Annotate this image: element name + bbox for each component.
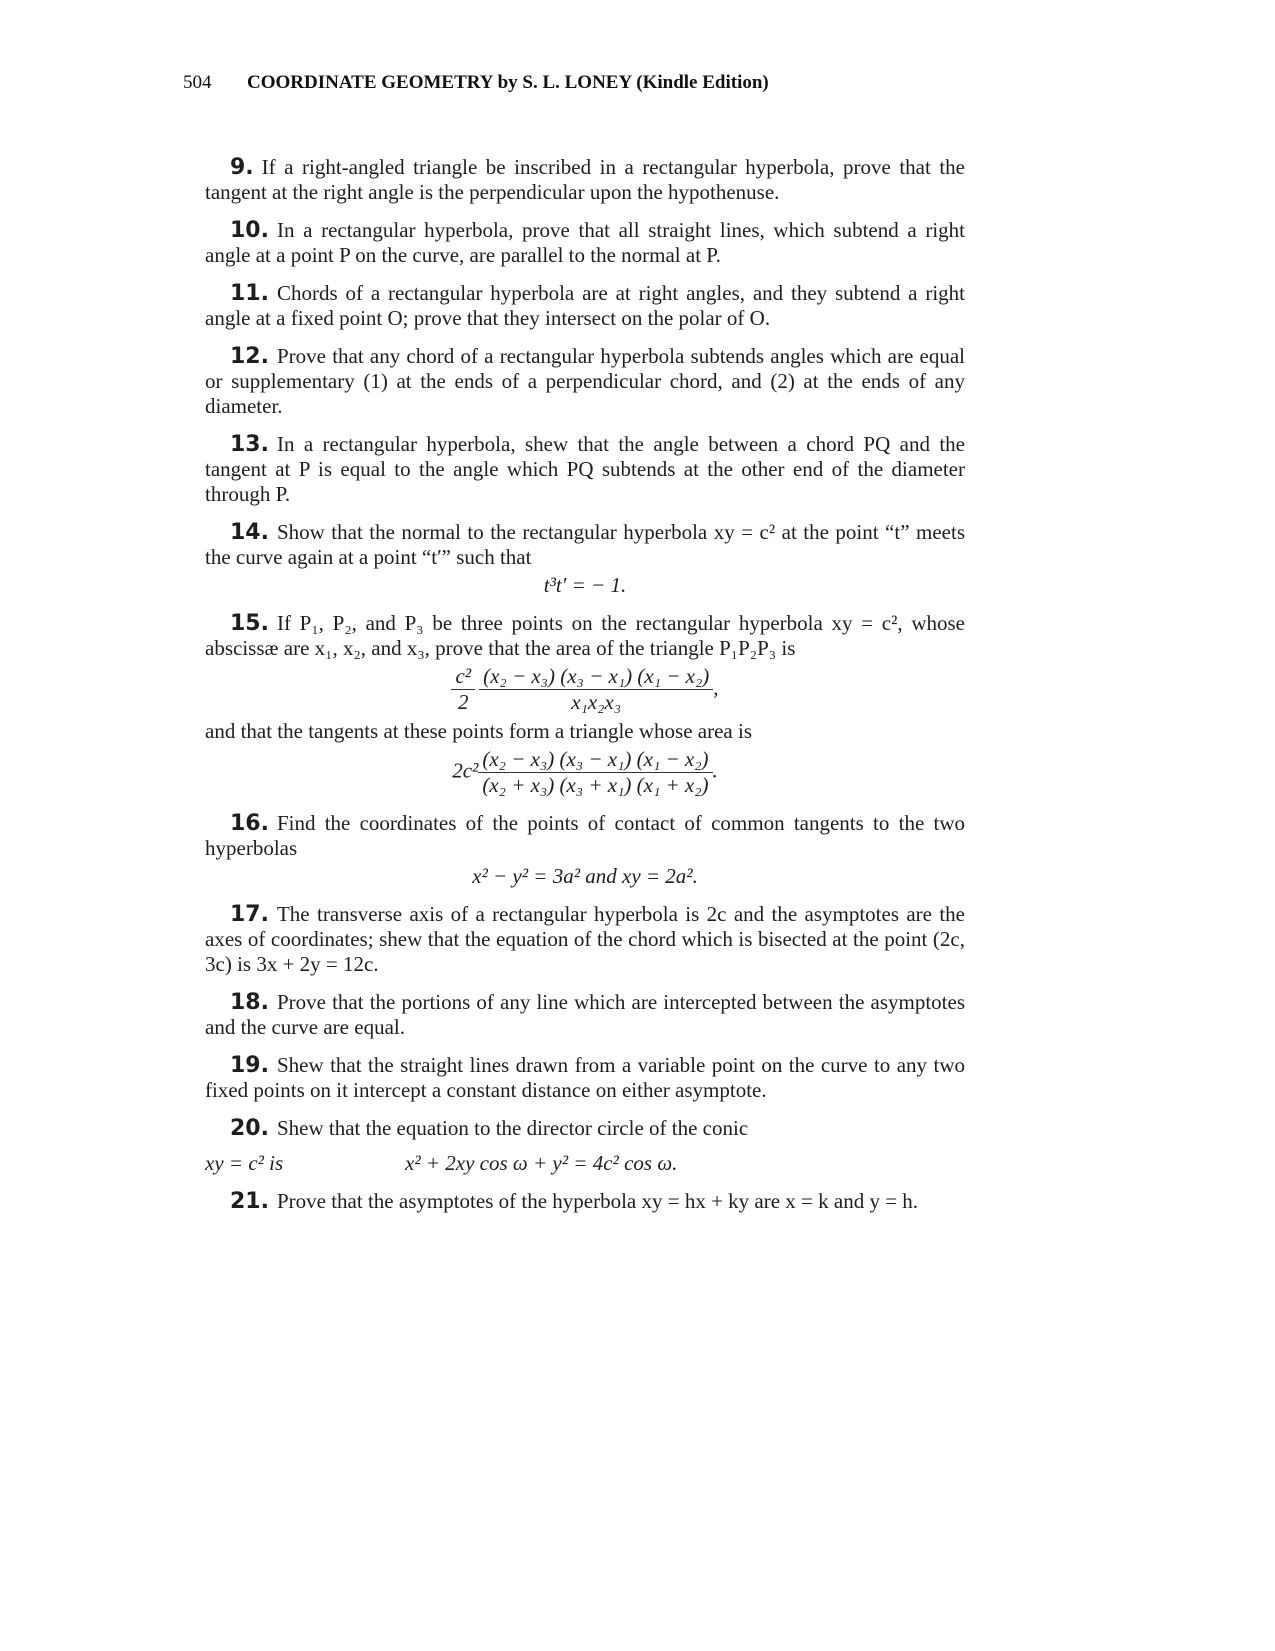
conic-lhs: xy = c² is (205, 1151, 284, 1175)
problem-text: Prove that the asymptotes of the hyperbola xy = hx + ky are x = k and y = h. (276, 1189, 919, 1213)
problem-10 (205, 218, 965, 268)
problem-number: 17. (230, 902, 269, 927)
problem-text: Prove that the portions of any line which are intercepted between the asymptotes and the curve are equal. (205, 990, 965, 1039)
problem-14 (205, 520, 965, 598)
coefficient-denominator: 2 (458, 690, 469, 714)
tangent-area-fraction (478, 747, 712, 798)
tangent-area-formula (205, 747, 965, 798)
problem-number: 14. (230, 520, 269, 545)
problem-text: Shew that the equation to the director circle of the conic (276, 1116, 749, 1140)
running-header (183, 72, 769, 94)
problem-11 (205, 281, 965, 331)
coefficient-numerator: c² (451, 664, 475, 690)
director-circle-line (205, 1151, 965, 1176)
problem-20 (205, 1116, 965, 1176)
display-equation: x² − y² = 3a² and xy = 2a². (472, 864, 698, 888)
problem-text: Prove that any chord of a rectangular hyperbola subtends angles which are equal or supplementary (1) at the ends of a perpendicular chord, and (2) at the ends of any diameter. (205, 344, 965, 418)
area-formula (205, 664, 965, 715)
problem-9 (205, 155, 965, 205)
problem-number: 12. (230, 344, 269, 369)
problem-list (205, 155, 965, 1227)
area-fraction (479, 664, 713, 715)
page-number: 504 (183, 72, 212, 93)
problem-19 (205, 1053, 965, 1103)
display-equation: t³t′ = − 1. (543, 573, 627, 597)
problem-number: 21. (230, 1189, 269, 1214)
problem-18 (205, 990, 965, 1040)
formula-coefficient: 2c² (452, 758, 479, 783)
problem-text: Show that the normal to the rectangular hyperbola xy = c² at the point “t” meets the curve again at a point “t′” such that (205, 520, 965, 569)
problem-text: In a rectangular hyperbola, shew that the angle between a chord PQ and the tangent at P is equal to the angle which PQ subtends at the other end of the diameter through P. (205, 432, 965, 506)
problem-text: Chords of a rectangular hyperbola are at right angles, and they subtend a right angle at a fixed point O; prove that they intersect on the polar of O. (205, 281, 965, 330)
formula-punct: . (712, 758, 718, 783)
problem-21 (205, 1189, 965, 1214)
problem-text-middle: and that the tangents at these points form a triangle whose area is (205, 719, 752, 743)
problem-number: 16. (230, 811, 269, 836)
area-numerator: (x₂ − x₃) (x₃ − x₁) (x₁ − x₂) (479, 664, 713, 690)
problem-number: 10. (230, 218, 269, 243)
problem-12 (205, 344, 965, 419)
problem-number: 9. (230, 155, 254, 180)
area-denominator: x₁x₂x₃ (571, 690, 622, 714)
problem-17 (205, 902, 965, 977)
problem-number: 15. (230, 611, 269, 636)
problem-text: Find the coordinates of the points of contact of common tangents to the two hyperbolas (205, 811, 965, 860)
problem-number: 20. (230, 1116, 269, 1141)
problem-number: 13. (230, 432, 269, 457)
problem-text: Shew that the straight lines drawn from a variable point on the curve to any two fixed points on it intercept a constant distance on either asymptote. (205, 1053, 965, 1102)
problem-text: If P₁, P₂, and P₃ be three points on the rectangular hyperbola xy = c², whose abscissæ are x₁, x₂, and x₃, prove that the area of the triangle P₁P₂P₃ is (205, 611, 965, 660)
display-equation: x² + 2xy cos ω + y² = 4c² cos ω. (405, 1151, 678, 1175)
tangent-area-denominator: (x₂ + x₃) (x₃ + x₁) (x₁ + x₂) (482, 773, 709, 797)
problem-number: 11. (230, 281, 269, 306)
problem-15 (205, 611, 965, 798)
problem-number: 19. (230, 1053, 269, 1078)
problem-text: In a rectangular hyperbola, prove that all straight lines, which subtend a right angle at a point P on the curve, are parallel to the normal at P. (205, 218, 965, 267)
tangent-area-numerator: (x₂ − x₃) (x₃ − x₁) (x₁ − x₂) (478, 747, 712, 773)
book-title: COORDINATE GEOMETRY by S. L. LONEY (Kindle Edition) (247, 72, 769, 93)
coefficient-fraction (451, 664, 475, 715)
problem-number: 18. (230, 990, 269, 1015)
problem-text: If a right-angled triangle be inscribed in a rectangular hyperbola, prove that the tangent at the right angle is the perpendicular upon the hypothenuse. (205, 155, 965, 204)
problem-text: The transverse axis of a rectangular hyperbola is 2c and the asymptotes are the axes of coordinates; shew that the equation of the chord which is bisected at the point (2c, 3c) is 3x + 2y = 12c. (205, 902, 965, 976)
problem-16 (205, 811, 965, 889)
problem-13 (205, 432, 965, 507)
formula-punct: , (713, 675, 719, 700)
